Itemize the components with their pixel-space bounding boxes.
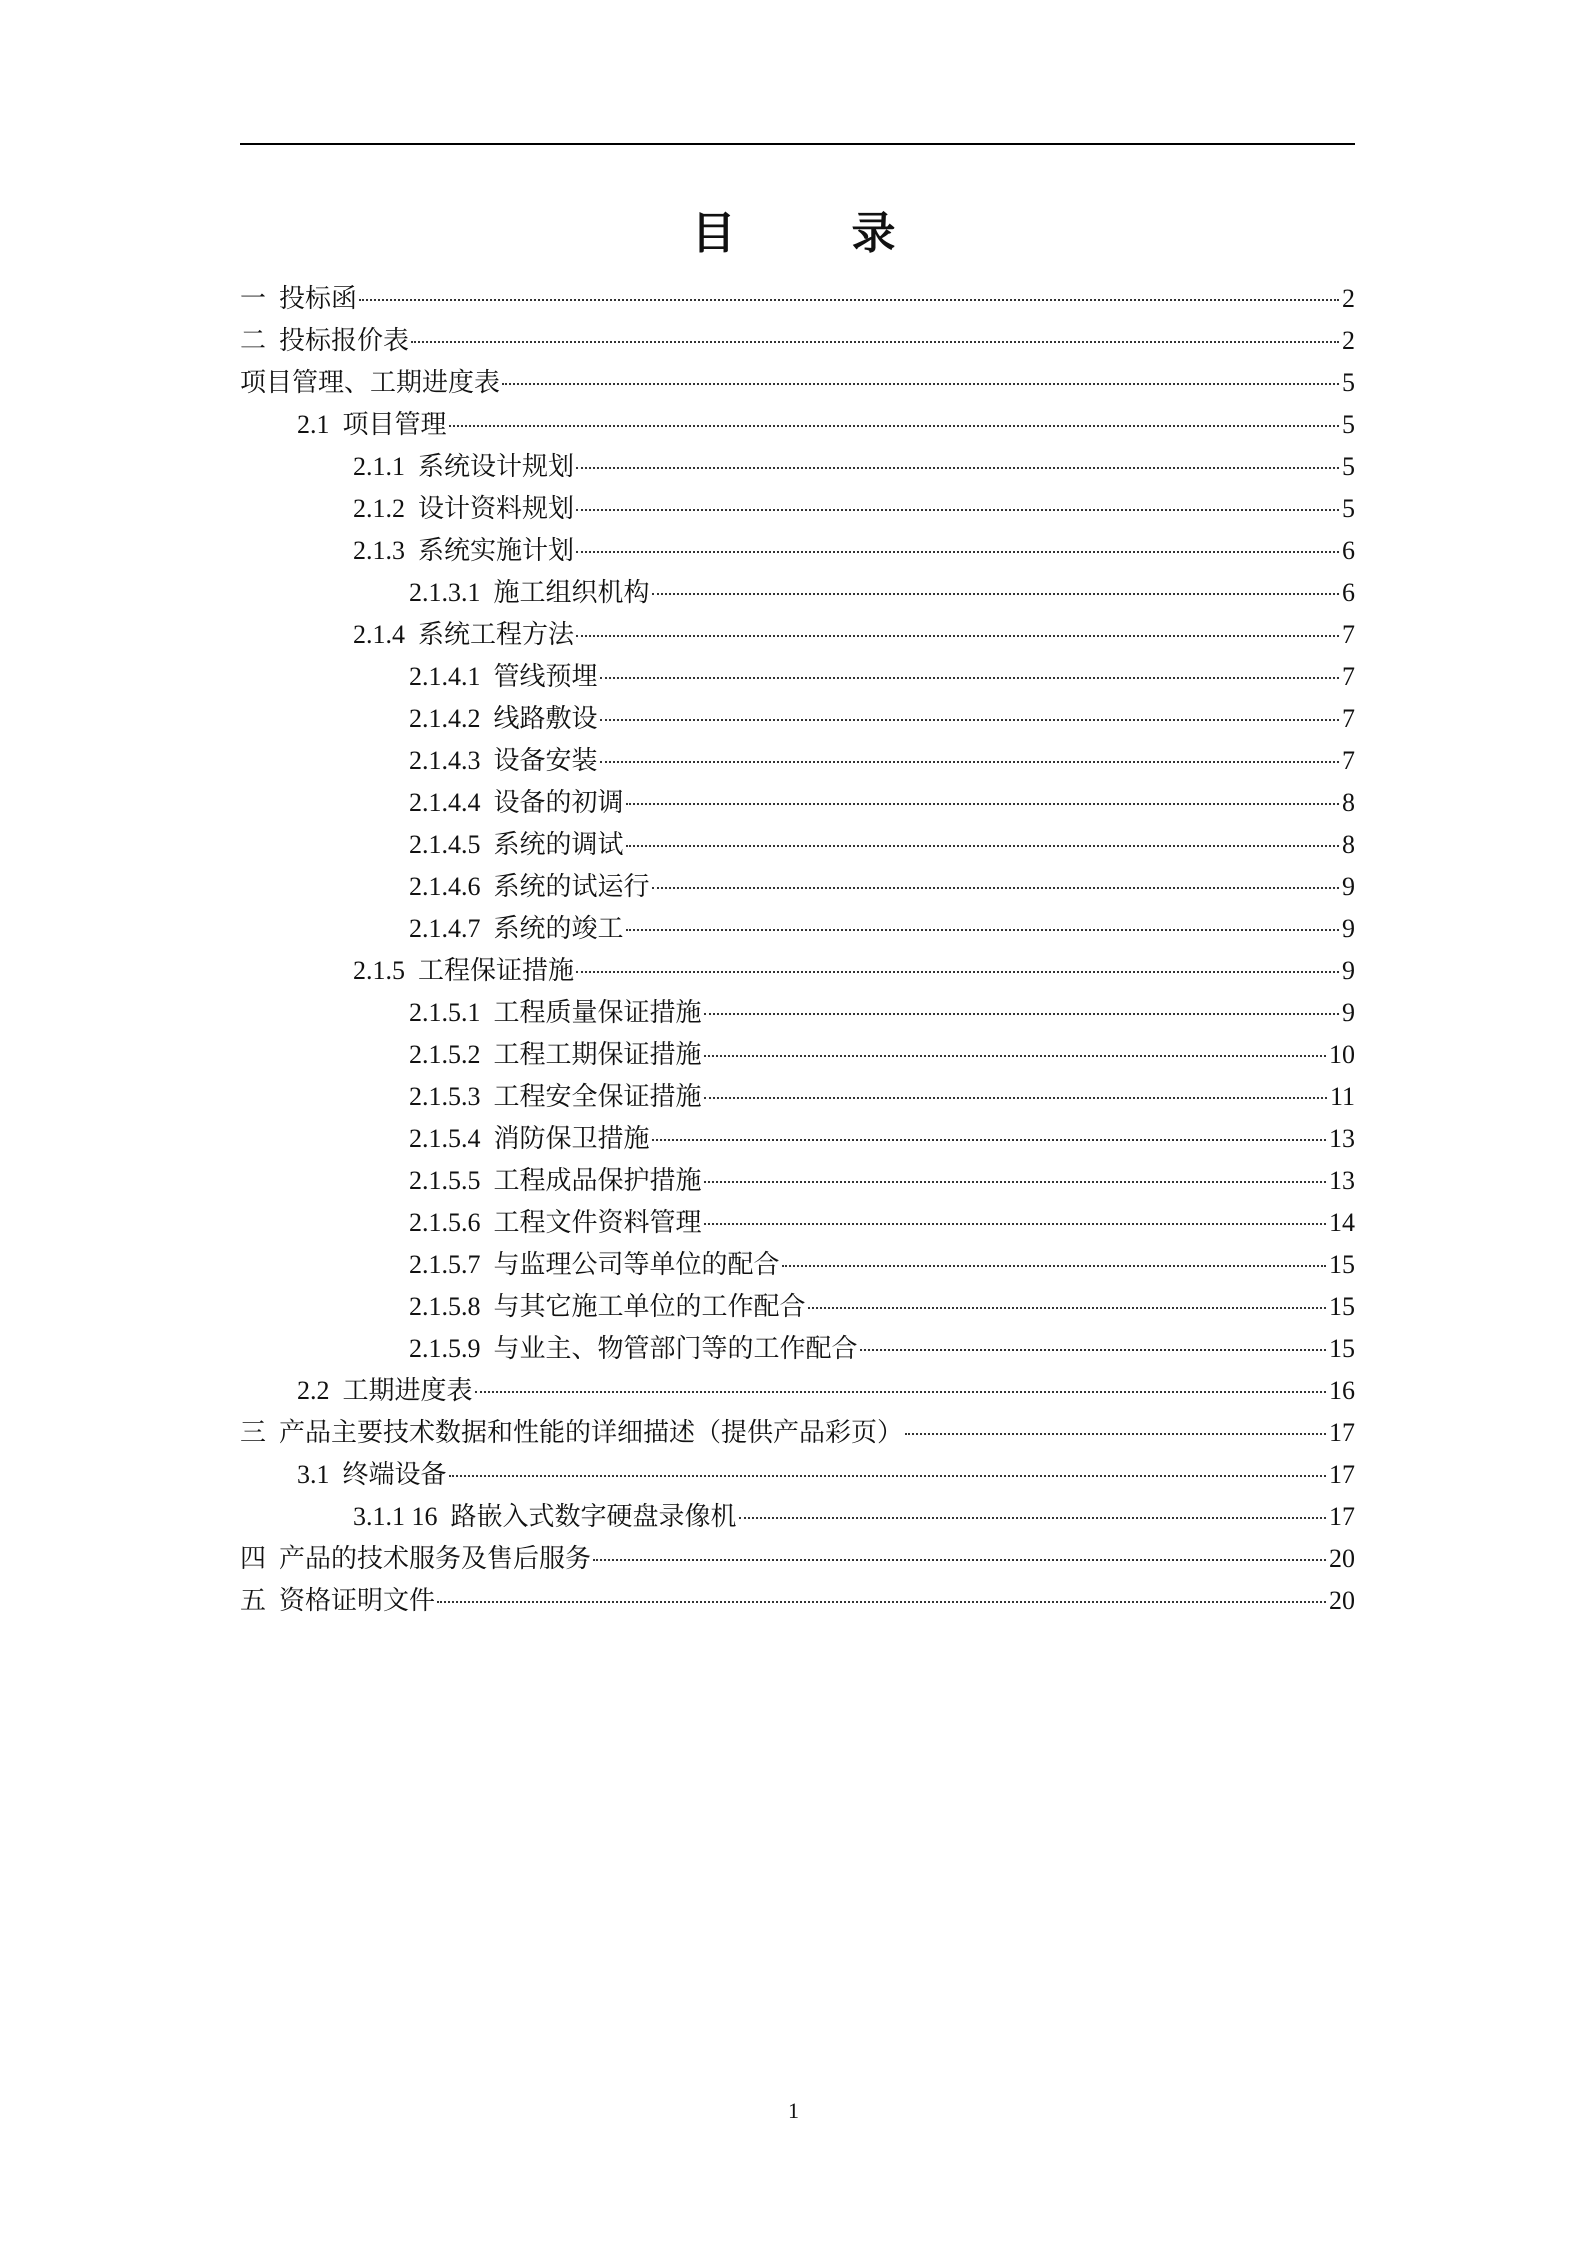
toc-entry-page: 9 <box>1342 914 1355 943</box>
toc-entry-number: 2.1.4.2 <box>409 704 481 733</box>
toc-entry-label: 设计资料规划 <box>418 494 575 523</box>
toc-entry-page: 13 <box>1329 1124 1355 1153</box>
toc-entry-number: 四 <box>240 1544 267 1573</box>
toc-entry[interactable] <box>240 782 1355 824</box>
toc-dot-leader <box>576 509 1339 511</box>
toc-dot-leader <box>704 1223 1326 1225</box>
toc-entry[interactable] <box>240 404 1355 446</box>
toc-entry-number: 2.1.5 <box>353 956 405 985</box>
toc-entry-label: 与监理公司等单位的配合 <box>493 1250 780 1279</box>
toc-entry-label: 设备的初调 <box>493 788 624 817</box>
toc-entry-page: 15 <box>1329 1334 1355 1363</box>
toc-entry-label: 工程安全保证措施 <box>493 1082 702 1111</box>
toc-entry[interactable] <box>240 1034 1355 1076</box>
toc-dot-leader <box>652 1139 1326 1141</box>
toc-entry-page: 8 <box>1342 830 1355 859</box>
toc-entry-label: 路嵌入式数字硬盘录像机 <box>450 1502 737 1531</box>
toc-entry[interactable] <box>240 1370 1355 1412</box>
toc-entry-page: 15 <box>1329 1292 1355 1321</box>
toc-entry-label: 资格证明文件 <box>279 1586 436 1615</box>
toc-entry-label: 与业主、物管部门等的工作配合 <box>493 1334 858 1363</box>
toc-entry-page: 13 <box>1329 1166 1355 1195</box>
toc-entry-page: 9 <box>1342 956 1355 985</box>
toc-entry-number: 2.1.5.8 <box>409 1292 481 1321</box>
toc-entry-label: 工程质量保证措施 <box>493 998 702 1027</box>
toc-dot-leader <box>652 887 1339 889</box>
toc-entry-number: 2.1.4.6 <box>409 872 481 901</box>
toc-dot-leader <box>593 1559 1326 1561</box>
toc-entry[interactable] <box>240 698 1355 740</box>
toc-entry[interactable] <box>240 1118 1355 1160</box>
toc-dot-leader <box>502 383 1339 385</box>
toc-dot-leader <box>860 1349 1326 1351</box>
toc-entry-number: 2.1.5.6 <box>409 1208 481 1237</box>
header-rule <box>240 143 1355 145</box>
toc-entry-page: 5 <box>1342 452 1355 481</box>
toc-entry-number: 2.2 <box>297 1376 330 1405</box>
toc-entry-label: 投标函 <box>279 284 358 313</box>
toc-entry-label: 系统的试运行 <box>493 872 650 901</box>
toc-dot-leader <box>359 299 1339 301</box>
toc-entry-label: 工程文件资料管理 <box>493 1208 702 1237</box>
toc-entry[interactable] <box>240 908 1355 950</box>
toc-entry[interactable] <box>240 950 1355 992</box>
toc-dot-leader <box>626 929 1339 931</box>
toc-entry-number: 2.1.4.4 <box>409 788 481 817</box>
toc-entry-page: 6 <box>1342 536 1355 565</box>
toc-entry[interactable] <box>240 1580 1355 1622</box>
toc-title: 目 录 <box>691 209 932 258</box>
toc-entry[interactable] <box>240 1538 1355 1580</box>
toc-entry[interactable] <box>240 1496 1355 1538</box>
toc-dot-leader <box>576 467 1339 469</box>
toc-entry[interactable] <box>240 740 1355 782</box>
toc-entry-label: 与其它施工单位的工作配合 <box>493 1292 806 1321</box>
toc-entry[interactable] <box>240 1244 1355 1286</box>
toc-dot-leader <box>652 593 1339 595</box>
toc-entry-label: 消防保卫措施 <box>493 1124 650 1153</box>
toc-entry[interactable] <box>240 572 1355 614</box>
toc-entry-page: 8 <box>1342 788 1355 817</box>
toc-entry-page: 7 <box>1342 746 1355 775</box>
toc-entry-label: 系统工程方法 <box>418 620 575 649</box>
toc-entry-label: 工程保证措施 <box>418 956 575 985</box>
toc-entry[interactable] <box>240 866 1355 908</box>
toc-entry-number: 2.1.3 <box>353 536 405 565</box>
toc-entry-number: 2.1.4.5 <box>409 830 481 859</box>
toc-entry-label: 系统设计规划 <box>418 452 575 481</box>
toc-dot-leader <box>600 677 1339 679</box>
toc-entry-label: 产品主要技术数据和性能的详细描述（提供产品彩页） <box>279 1418 904 1447</box>
toc-entry[interactable] <box>240 530 1355 572</box>
toc-dot-leader <box>808 1307 1326 1309</box>
toc-entry-page: 14 <box>1329 1208 1355 1237</box>
toc-entry-label: 工程工期保证措施 <box>493 1040 702 1069</box>
toc-entry-page: 17 <box>1329 1502 1355 1531</box>
toc-dot-leader <box>475 1391 1326 1393</box>
toc-entry-page: 17 <box>1329 1418 1355 1447</box>
toc-entry[interactable] <box>240 446 1355 488</box>
toc-entry-page: 9 <box>1342 872 1355 901</box>
toc-entry-number: 2.1.2 <box>353 494 405 523</box>
toc-entry-number: 2.1.5.5 <box>409 1166 481 1195</box>
toc-entry-number: 五 <box>240 1586 267 1615</box>
toc-entry-page: 2 <box>1342 284 1355 313</box>
toc-entry-label: 系统实施计划 <box>418 536 575 565</box>
toc-entry-number: 2.1 <box>297 410 330 439</box>
toc-entry-number: 2.1.4.1 <box>409 662 481 691</box>
toc-entry-page: 16 <box>1329 1376 1355 1405</box>
toc-entry[interactable] <box>240 278 1355 320</box>
toc-entry-number: 2.1.5.3 <box>409 1082 481 1111</box>
toc-entry[interactable] <box>240 824 1355 866</box>
toc-entry-page: 9 <box>1342 998 1355 1027</box>
toc-entry[interactable] <box>240 1286 1355 1328</box>
toc-entry-page: 10 <box>1329 1040 1355 1069</box>
toc-entry-number: 2.1.4.7 <box>409 914 481 943</box>
toc-entry-number: 2.1.5.1 <box>409 998 481 1027</box>
toc-entry-page: 5 <box>1342 410 1355 439</box>
toc-entry-number: 3.1 <box>297 1460 330 1489</box>
toc-dot-leader <box>600 719 1339 721</box>
toc-entry-page: 20 <box>1329 1586 1355 1615</box>
toc-dot-leader <box>576 971 1339 973</box>
toc-entry-page: 5 <box>1342 494 1355 523</box>
toc-entry-label: 产品的技术服务及售后服务 <box>279 1544 592 1573</box>
toc-entry-number: 2.1.5.2 <box>409 1040 481 1069</box>
toc-entry[interactable] <box>240 992 1355 1034</box>
toc-entry[interactable] <box>240 1160 1355 1202</box>
toc-dot-leader <box>704 1013 1339 1015</box>
toc-entry-label: 工期进度表 <box>342 1376 473 1405</box>
toc-dot-leader <box>449 1475 1326 1477</box>
toc-entry-label: 施工组织机构 <box>493 578 650 607</box>
toc-entry-page: 15 <box>1329 1250 1355 1279</box>
toc-dot-leader <box>739 1517 1326 1519</box>
toc-entry-label: 终端设备 <box>342 1460 447 1489</box>
toc-entry[interactable] <box>240 1202 1355 1244</box>
toc-entry[interactable] <box>240 1328 1355 1370</box>
toc-entry-number: 2.1.5.7 <box>409 1250 481 1279</box>
toc-entry-page: 7 <box>1342 662 1355 691</box>
toc-entry-number: 2.1.3.1 <box>409 578 481 607</box>
toc-entry-number: 二 <box>240 326 267 355</box>
toc-dot-leader <box>905 1433 1326 1435</box>
toc-entry[interactable] <box>240 1454 1355 1496</box>
page-number: 1 <box>788 2098 799 2123</box>
toc-entry[interactable] <box>240 320 1355 362</box>
toc-entry-label: 线路敷设 <box>493 704 598 733</box>
toc-entry-page: 17 <box>1329 1460 1355 1489</box>
toc-entry-page: 7 <box>1342 620 1355 649</box>
toc-dot-leader <box>704 1055 1326 1057</box>
toc-entry-number: 2.1.5.4 <box>409 1124 481 1153</box>
toc-entry-page: 6 <box>1342 578 1355 607</box>
toc-entry-label: 投标报价表 <box>279 326 410 355</box>
toc-entry-number: 2.1.4 <box>353 620 405 649</box>
toc-entry-page: 5 <box>1342 368 1355 397</box>
toc-entry-label: 工程成品保护措施 <box>493 1166 702 1195</box>
toc-entry-page: 7 <box>1342 704 1355 733</box>
toc-entry-label: 项目管理 <box>342 410 447 439</box>
toc-entry-number: 三 <box>240 1418 267 1447</box>
toc-entry[interactable] <box>240 1076 1355 1118</box>
toc-entry-label: 系统的调试 <box>493 830 624 859</box>
toc-dot-leader <box>626 803 1339 805</box>
toc-entry-number: 2.1.5.9 <box>409 1334 481 1363</box>
toc-dot-leader <box>782 1265 1326 1267</box>
toc-entry-number: 2.1.1 <box>353 452 405 481</box>
toc-entry[interactable] <box>240 656 1355 698</box>
toc-entry[interactable] <box>240 1412 1355 1454</box>
toc-dot-leader <box>626 845 1339 847</box>
toc-entry-page: 2 <box>1342 326 1355 355</box>
toc-entry-label: 系统的竣工 <box>493 914 624 943</box>
toc-dot-leader <box>600 761 1339 763</box>
toc-dot-leader <box>437 1601 1326 1603</box>
toc-entry-label: 设备安装 <box>493 746 598 775</box>
toc-entry-label: 管线预埋 <box>493 662 598 691</box>
toc-dot-leader <box>576 551 1339 553</box>
toc-dot-leader <box>411 341 1339 343</box>
toc-entry[interactable] <box>240 362 1355 404</box>
toc-dot-leader <box>704 1097 1327 1099</box>
toc-dot-leader <box>576 635 1339 637</box>
toc-dot-leader <box>704 1181 1326 1183</box>
toc-entry-label: 项目管理、工期进度表 <box>240 368 501 397</box>
toc-entry-page: 20 <box>1329 1544 1355 1573</box>
toc-dot-leader <box>449 425 1339 427</box>
toc-entry-number: 3.1.1 16 <box>353 1502 438 1531</box>
toc-entry[interactable] <box>240 488 1355 530</box>
toc-list <box>240 278 1355 1622</box>
toc-entry-number: 2.1.4.3 <box>409 746 481 775</box>
toc-entry-number: 一 <box>240 284 267 313</box>
toc-entry[interactable] <box>240 614 1355 656</box>
toc-entry-page: 11 <box>1329 1082 1355 1111</box>
